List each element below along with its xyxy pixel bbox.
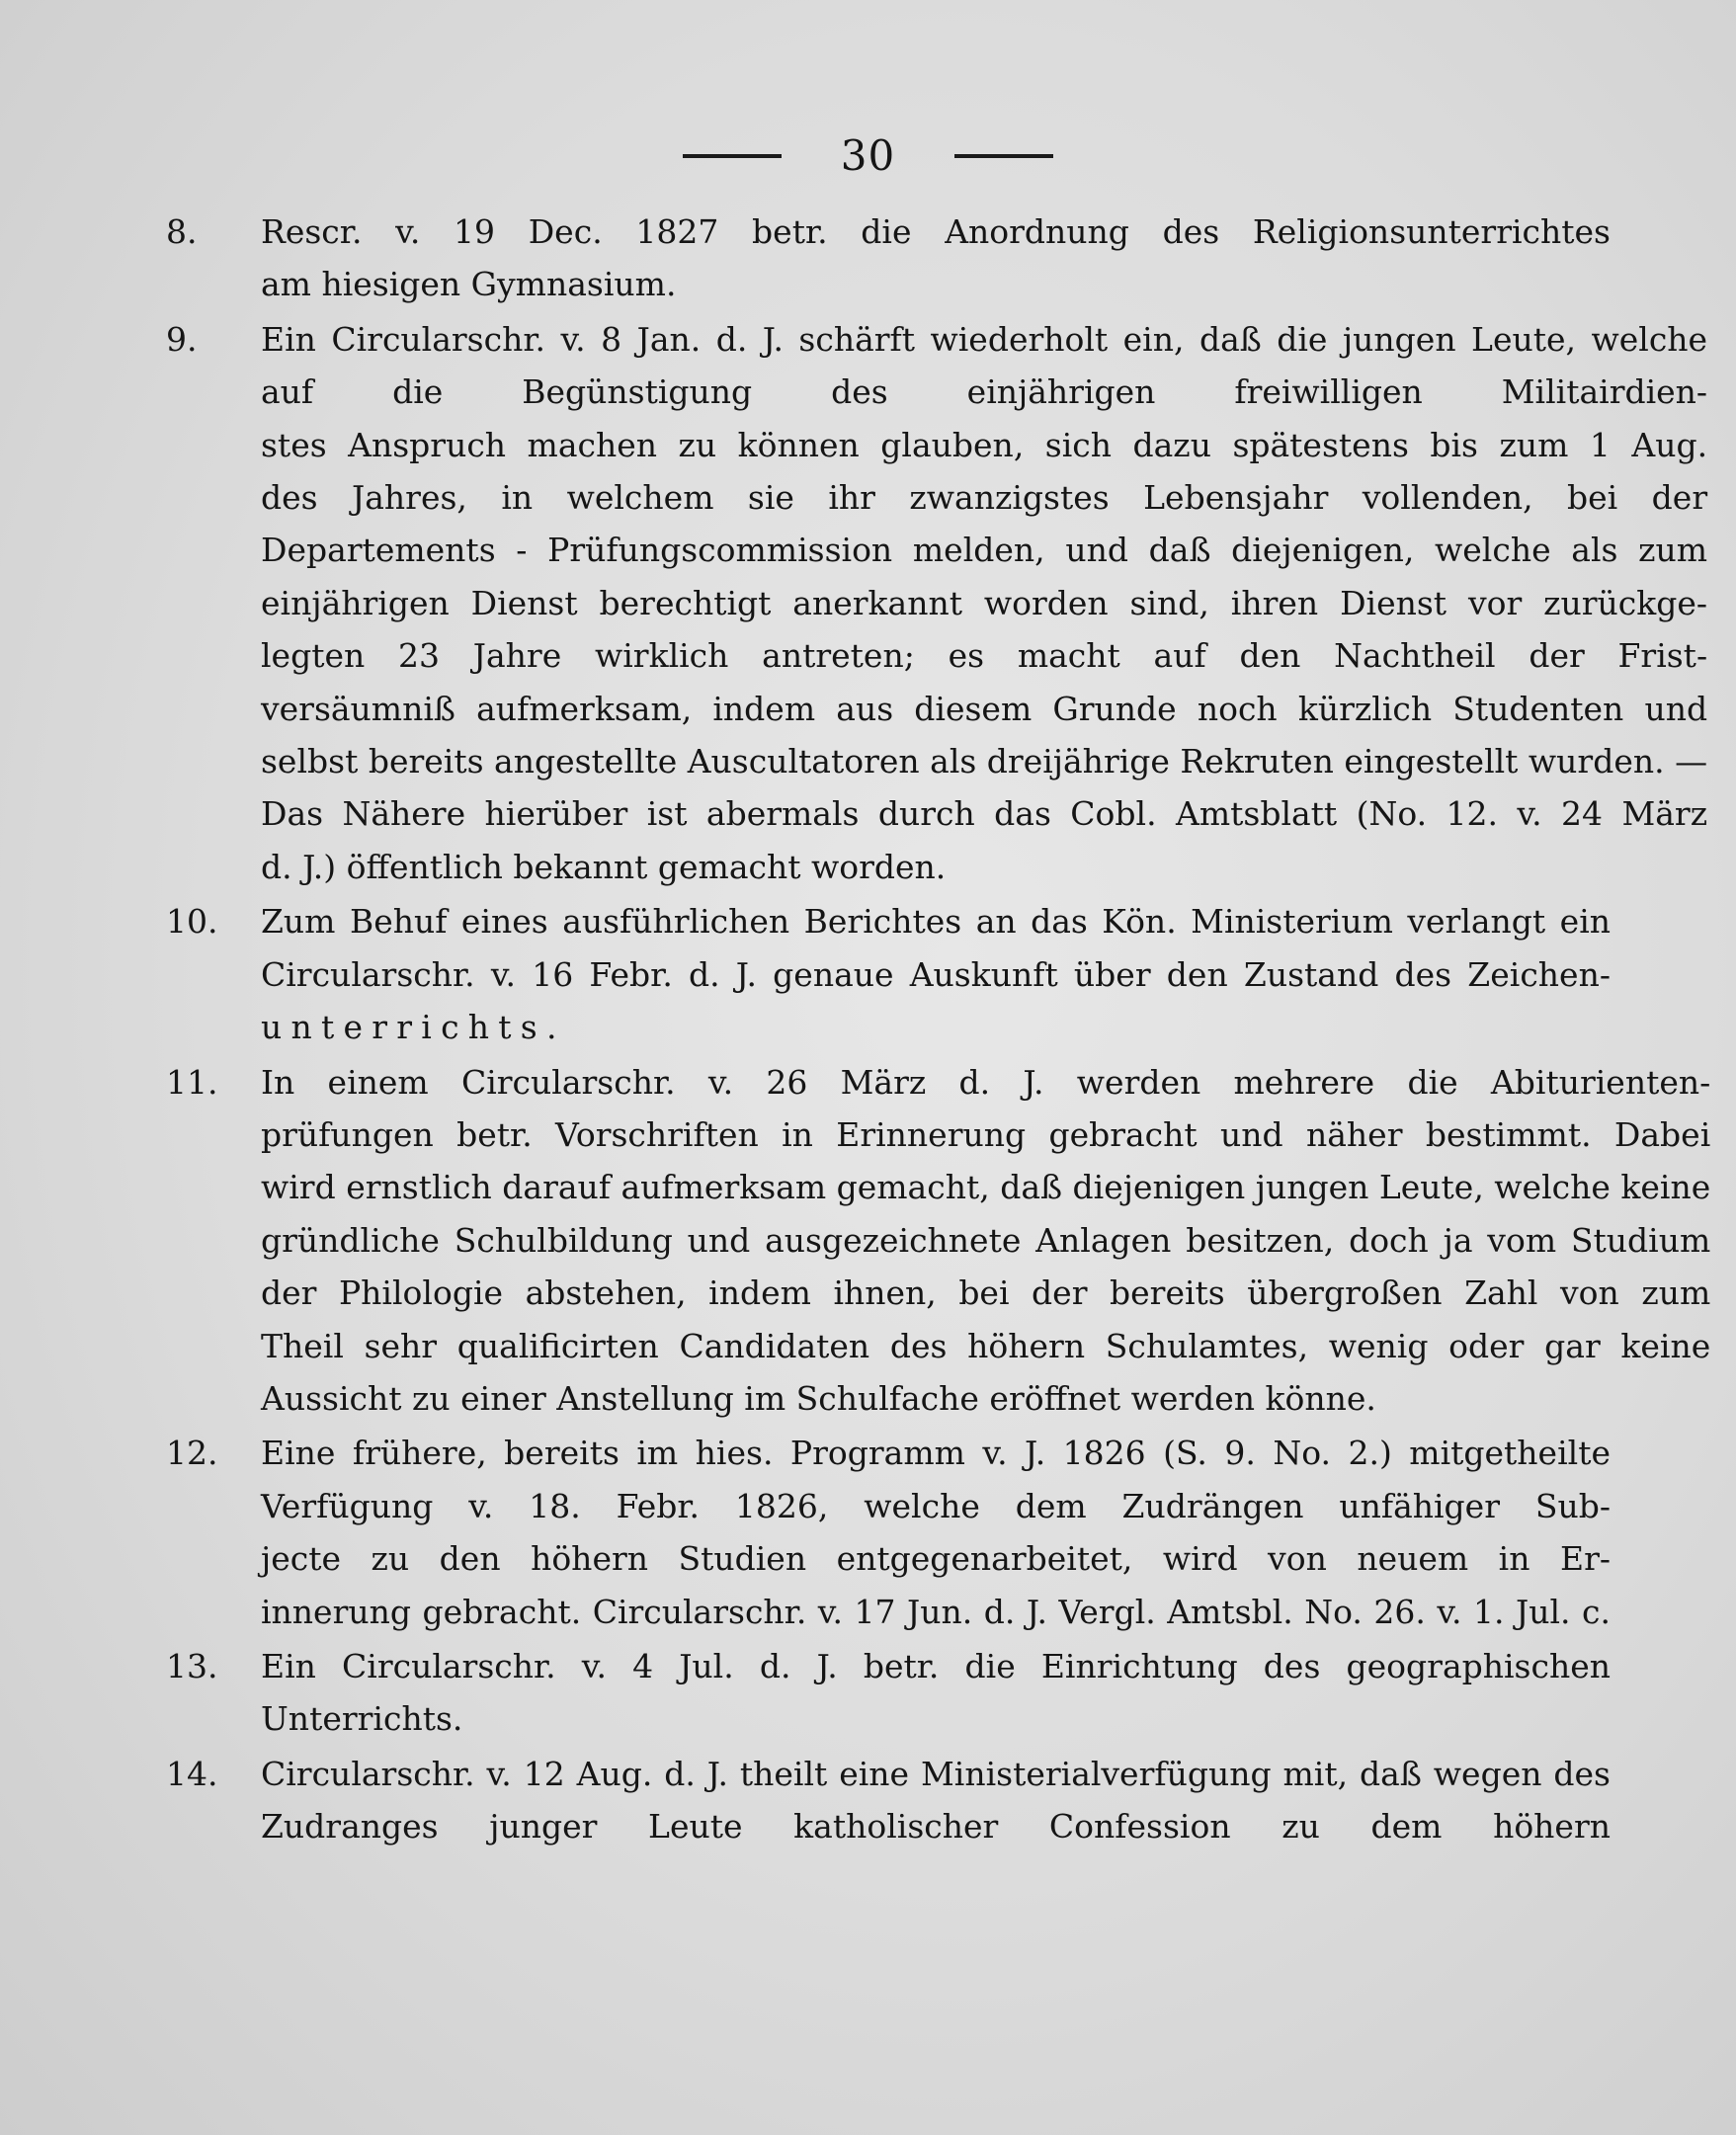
text-line: Circularschr. v. 12 Aug. d. J. theilt eine Ministerialverfügung mit, daß wegen des bbox=[261, 1754, 1611, 1793]
text-line: Circularschr. v. 16 Febr. d. J. genaue Auskunft über den Zustand des Zeichen- bbox=[261, 954, 1611, 994]
page-header bbox=[0, 126, 1736, 186]
entry-text bbox=[261, 205, 1611, 311]
entry-number: 12. bbox=[166, 1434, 218, 1473]
entry-number: 9. bbox=[166, 319, 198, 359]
text-line: des Jahres, in welchem sie ihr zwanzigstes Lebensjahr vollenden, bei der bbox=[261, 478, 1708, 518]
entry-9 bbox=[158, 313, 1708, 893]
text-line: Zudranges junger Leute katholischer Confession zu dem höhern bbox=[261, 1807, 1611, 1847]
text-line: innerung gebracht. Circularschr. v. 17 Jun. d. J. Vergl. Amtsbl. No. 26. v. 1. Jul. c. bbox=[261, 1592, 1611, 1631]
text-line: prüfungen betr. Vorschriften in Erinnerung gebracht und näher bestimmt. Dabei bbox=[261, 1114, 1711, 1154]
text-line: am hiesigen Gymnasium. bbox=[261, 265, 677, 304]
text-line: Ein Circularschr. v. 4 Jul. d. J. betr. die Einrichtung des geographischen bbox=[261, 1646, 1611, 1685]
text-line: versäumniß aufmerksam, indem aus diesem Grunde noch kürzlich Studenten und bbox=[261, 689, 1708, 728]
entry-text bbox=[261, 313, 1707, 893]
entry-14 bbox=[158, 1748, 1611, 1853]
entry-number: 10. bbox=[166, 902, 218, 942]
text-line: Rescr. v. 19 Dec. 1827 betr. die Anordnung des Religionsunterrichtes bbox=[261, 212, 1611, 251]
text-line: Eine frühere, bereits im hies. Programm v. J. 1826 (S. 9. No. 2.) mitgetheilte bbox=[261, 1434, 1611, 1473]
entry-number: 11. bbox=[166, 1062, 218, 1102]
entry-text bbox=[261, 1427, 1611, 1638]
entry-text bbox=[261, 1640, 1611, 1746]
text-line: legten 23 Jahre wirklich antreten; es macht auf den Nachtheil der Frist- bbox=[261, 636, 1708, 676]
text-line: Aussicht zu einer Anstellung im Schulfache eröffnet werden könne. bbox=[261, 1378, 1376, 1418]
entry-8 bbox=[158, 205, 1611, 311]
text-line: unterrichts. bbox=[261, 1008, 566, 1047]
entry-12 bbox=[158, 1427, 1611, 1638]
text-line: In einem Circularschr. v. 26 März d. J. werden mehrere die Abiturienten- bbox=[261, 1062, 1711, 1102]
text-line: der Philologie abstehen, indem ihnen, bei der bereits übergroßen Zahl von zum bbox=[261, 1273, 1711, 1313]
text-line: jecte zu den höhern Studien entgegenarbeitet, wird von neuem in Er- bbox=[261, 1539, 1611, 1579]
entry-number: 14. bbox=[166, 1754, 218, 1793]
text-line: auf die Begünstigung des einjährigen freiwilligen Militairdien- bbox=[261, 372, 1708, 412]
page-number: 30 bbox=[840, 131, 896, 180]
text-line: d. J.) öffentlich bekannt gemacht worden. bbox=[261, 847, 947, 886]
text-line: Departements - Prüfungscommission melden, und daß diejenigen, welche als zum bbox=[261, 531, 1708, 570]
entries-list bbox=[158, 205, 1711, 1855]
text-line: stes Anspruch machen zu können glauben, sich dazu spätestens bis zum 1 Aug. bbox=[261, 425, 1708, 464]
entry-text bbox=[261, 1056, 1710, 1426]
header-left-rule bbox=[683, 154, 782, 158]
entry-text bbox=[261, 1748, 1611, 1853]
text-line: Zum Behuf eines ausführlichen Berichtes an das Kön. Ministerium verlangt ein bbox=[261, 902, 1611, 942]
entry-number: 13. bbox=[166, 1646, 218, 1685]
text-line: gründliche Schulbildung und ausgezeichnete Anlagen besitzen, doch ja vom Studium bbox=[261, 1220, 1711, 1260]
entry-10 bbox=[158, 895, 1611, 1053]
text-line: Unterrichts. bbox=[261, 1699, 463, 1739]
entry-13 bbox=[158, 1640, 1611, 1746]
entry-11 bbox=[158, 1056, 1711, 1426]
text-line: Das Nähere hierüber ist abermals durch das Cobl. Amtsblatt (No. 12. v. 24 März bbox=[261, 794, 1708, 834]
text-line: Ein Circularschr. v. 8 Jan. d. J. schärft wiederholt ein, daß die jungen Leute, welche bbox=[261, 319, 1708, 359]
text-line: Theil sehr qualificirten Candidaten des höhern Schulamtes, wenig oder gar keine bbox=[261, 1326, 1711, 1365]
text-line: selbst bereits angestellte Auscultatoren als dreijährige Rekruten eingestellt wurden. — bbox=[261, 742, 1708, 781]
text-line: wird ernstlich darauf aufmerksam gemacht, daß diejenigen jungen Leute, welche keine bbox=[261, 1168, 1711, 1207]
entry-number: 8. bbox=[166, 212, 198, 251]
text-line: einjährigen Dienst berechtigt anerkannt worden sind, ihren Dienst vor zurückge- bbox=[261, 583, 1708, 622]
header-right-rule bbox=[954, 154, 1053, 158]
entry-text bbox=[261, 895, 1611, 1053]
text-line: Verfügung v. 18. Febr. 1826, welche dem Zudrängen unfähiger Sub- bbox=[261, 1486, 1611, 1525]
